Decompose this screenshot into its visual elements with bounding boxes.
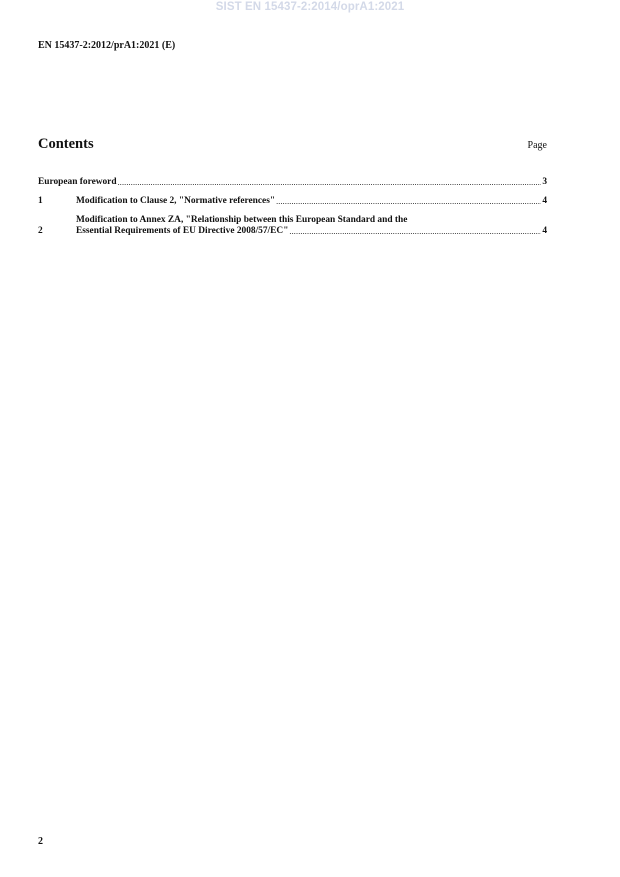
watermark: SIST EN 15437-2:2014/oprA1:2021: [215, 1, 405, 13]
toc-entry-body: [38, 177, 547, 188]
dot-leader: [289, 226, 541, 237]
toc-entry-title-line-2[interactable]: Essential Requirements of EU Directive 2008/57/EC": [76, 226, 289, 236]
toc-entry-title[interactable]: Modification to Clause 2, "Normative references": [76, 196, 276, 206]
dot-leader: [118, 177, 542, 188]
toc-entry-line: [38, 177, 547, 188]
toc-entry-body: [76, 196, 547, 207]
toc-entry-european-foreword[interactable]: [38, 177, 547, 188]
toc-entry-body: [76, 215, 547, 237]
toc-entry-page[interactable]: 4: [542, 196, 547, 206]
toc-entry-line: [76, 226, 547, 237]
dot-leader: [276, 196, 541, 207]
toc-entry-page[interactable]: 3: [542, 177, 547, 187]
contents-heading: Contents: [38, 136, 94, 152]
toc-entry-page[interactable]: 4: [542, 226, 547, 236]
toc-entry-number: 1: [38, 196, 43, 206]
toc-entry-title[interactable]: European foreword: [38, 177, 117, 187]
table-of-contents: [38, 177, 547, 237]
toc-entry-title-line-1[interactable]: Modification to Annex ZA, "Relationship between this European Standard and the: [76, 215, 408, 225]
toc-entry-line: [76, 196, 547, 207]
toc-entry-clause-2[interactable]: [38, 215, 547, 237]
document-id: EN 15437-2:2012/prA1:2021 (E): [38, 40, 176, 51]
footer-page-number: 2: [38, 836, 43, 847]
toc-entry-number: 2: [38, 226, 43, 236]
page-column-label: Page: [527, 140, 547, 151]
toc-entry-clause-1[interactable]: [38, 196, 547, 207]
